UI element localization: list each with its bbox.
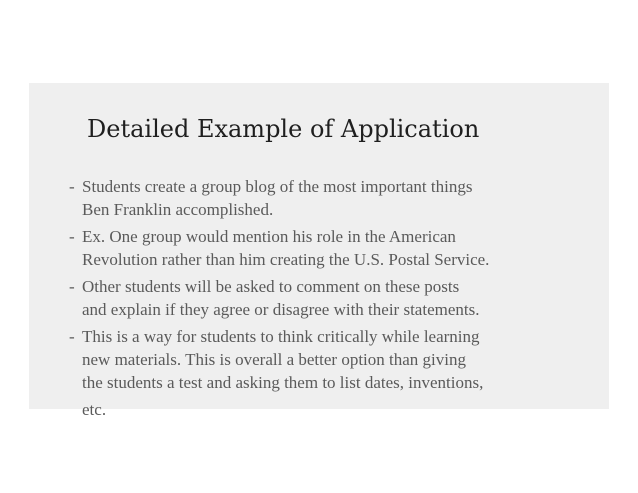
bullet-4-line-3: the students a test and asking them to list dates, inventions, (82, 373, 484, 392)
bullet-2-line-2: Revolution rather than him creating the U.S. Postal Service. (82, 250, 490, 269)
bullet-marker: - (69, 277, 75, 296)
bullet-4-line-1: This is a way for students to think critically while learning (82, 327, 480, 346)
bullet-3-line-1: Other students will be asked to comment on these posts (82, 277, 460, 296)
bullet-1-line-1: Students create a group blog of the most important things (82, 177, 473, 196)
bullet-3-line-2: and explain if they agree or disagree with their statements. (82, 300, 480, 319)
bullet-item-3 (66, 275, 606, 321)
bullet-list (66, 175, 606, 425)
bullet-1-line-2: Ben Franklin accomplished. (82, 200, 274, 219)
bullet-2-line-1: Ex. One group would mention his role in the American (82, 227, 456, 246)
bullet-4-line-2: new materials. This is overall a better option than giving (82, 350, 466, 369)
bullet-item-2 (66, 225, 606, 271)
bullet-item-4 (66, 325, 606, 421)
bullet-marker: - (69, 327, 75, 346)
bullet-4-line-4: etc. (82, 400, 107, 419)
bullet-marker: - (69, 177, 75, 196)
slide-title: Detailed Example of Application (87, 115, 480, 143)
bullet-item-1 (66, 175, 606, 221)
bullet-marker: - (69, 227, 75, 246)
